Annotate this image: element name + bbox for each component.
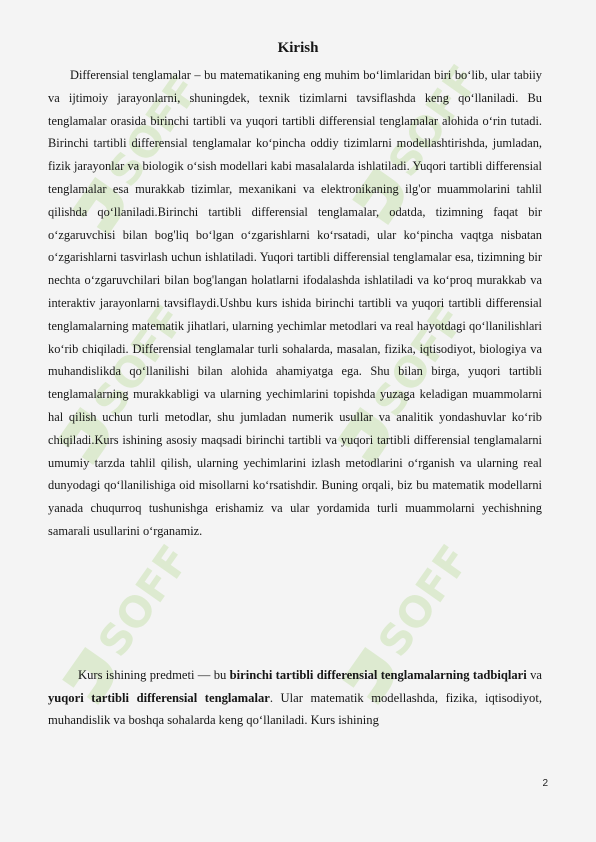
intro-paragraph: Differensial tenglamalar – bu matematikaning eng muhim bo‘limlaridan biri bo‘lib, ular tabiiy va ijtimoiy jarayonlarni, shuningdek, texnik tizimlarni tavsiflashda keng qo‘llaniladi. Bu tenglamalar orasida birinchi tartibli va yuqori tartibli differensial tenglamalar alohida o‘rin tutadi. Birinchi tartibli differensial tenglamalar ko‘pincha oddiy tizimlarni modellashtirishda, jumladan, fizik jarayonlar va biologik o‘sish modellari kabi masalalarda ishlatiladi. Yuqori tartibli differensial tenglamalar esa murakkab tizimlar, mexanikani va elektronikaning ilg'or muammolarini tahlil qilishda qo‘llaniladi.Birinchi tartibli differensial tenglamalar, odatda, tizimning faqat bir o‘zgaruvchisi bilan bog'liq bo‘lgan o‘zgarishlarni ko‘rsatadi, ular ko‘pincha vaqtga nisbatan o‘zgarishlarni tasvirlash uchun ishlatiladi. Yuqori tartibli differensial tenglamalar esa, tizimning bir nechta o‘zgaruvchilari bilan bog'langan holatlarni ifodalashda ishlatiladi va ko‘proq murakkab va interaktiv jarayonlarni tavsiflaydi.Ushbu kurs ishida birinchi tartibli va yuqori tartibli differensial tenglamalarning matematik jihatlari, ularning yechimlar metodlari va real hayotdagi qo‘llanilishlari ko‘rib chiqiladi. Differensial tenglamalar turli sohalarda, masalan, fizika, iqtisodiyot, biologiya va muhandislikda qo‘llanilishi bilan alohida ahamiyatga ega. Shu bilan birga, yuqori tartibli tenglamalarning murakkabligi va ularning yechimlarini topishda yuzaga keladigan muammolarni hal qilish uchun turli metodlar, shu jumladan numerik usullar va analitik yondashuvlar ko‘rib chiqiladi.Kurs ishining asosiy maqsadi birinchi tartibli va yuqori tartibli differensial tenglamalarni umumiy tarzda tahlil qilish, ularning yechimlarini izlash metodlarini o‘rganish va ularning real dunyodagi qo‘llanilishiga oid misollarni ko‘rsatishdir. Buning orqali, biz bu matematik modellarni yanada chuqurroq tushunishga erishamiz va ular yordamida turli muammolarni yechishning samarali usullarini o‘rganamiz. xyxy=(48,68,542,538)
page-title: Kirish xyxy=(277,40,319,56)
subject-mid-text: va xyxy=(526,668,542,682)
subject-paragraph xyxy=(48,664,542,732)
watermark-text: SOFF xyxy=(363,296,475,426)
watermark-text: SOFF xyxy=(368,536,480,666)
watermark-text: SOFF xyxy=(378,56,490,186)
watermark-text: SOFF xyxy=(83,296,195,426)
page-number: 2 xyxy=(542,778,548,789)
subject-bold-second: yuqori tartibli differensial tenglamalar xyxy=(48,690,270,705)
subject-rest-text: . Ular matematik modellashda, fizika, iqtisodiyot, muhandislik va boshqa sohalarda keng qo‘llaniladi. Kurs ishining xyxy=(48,690,542,728)
subject-bold-first: birinchi tartibli differensial tenglamalarning tadbiqlari xyxy=(229,668,527,682)
watermark-text: SOFF xyxy=(88,536,200,666)
subject-intro-text: Kurs ishining predmeti — bu xyxy=(78,668,230,682)
watermark-text: SOFF xyxy=(98,66,210,196)
